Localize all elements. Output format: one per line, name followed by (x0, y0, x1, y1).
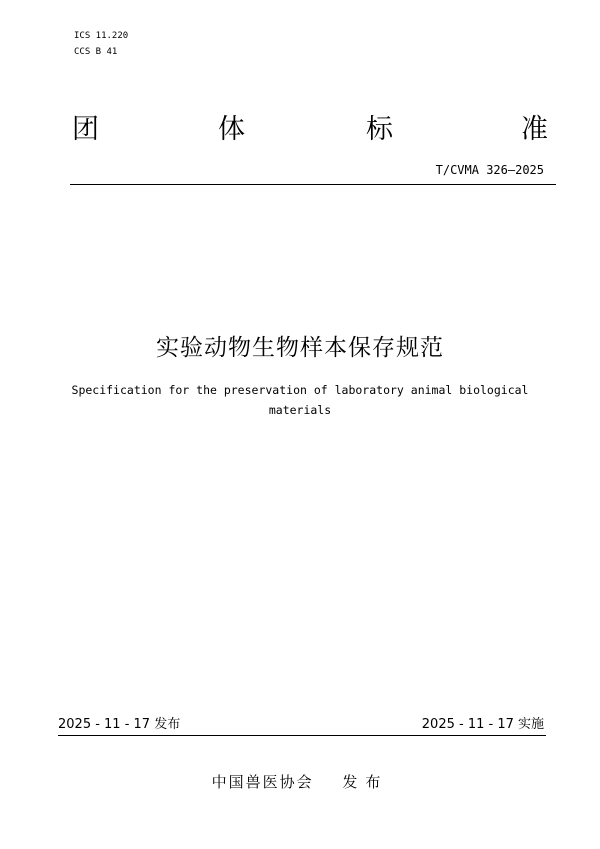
standard-type-char: 准 (521, 114, 548, 145)
publication-date: 2025 - 11 - 17 发布 (58, 717, 181, 732)
publisher-name: 中国兽医协会 (211, 773, 314, 791)
publisher-line (0, 772, 600, 792)
publisher-action: 发布 (342, 773, 389, 791)
footer-divider (58, 735, 546, 736)
document-title-chinese: 实验动物生物样本保存规范 (156, 335, 444, 361)
standard-type-char: 标 (366, 114, 393, 145)
standard-number: T/CVMA 326—2025 (435, 163, 544, 177)
implementation-date: 2025 - 11 - 17 实施 (421, 717, 544, 732)
header-divider (70, 184, 556, 185)
standard-type-char: 团 (72, 114, 99, 145)
ics-code: ICS 11.220 (74, 31, 129, 41)
standard-type-char: 体 (218, 114, 245, 145)
ccs-code: CCS B 41 (74, 47, 118, 57)
document-title-english: Specification for the preservation of laboratory animal biological materials (71, 383, 529, 417)
